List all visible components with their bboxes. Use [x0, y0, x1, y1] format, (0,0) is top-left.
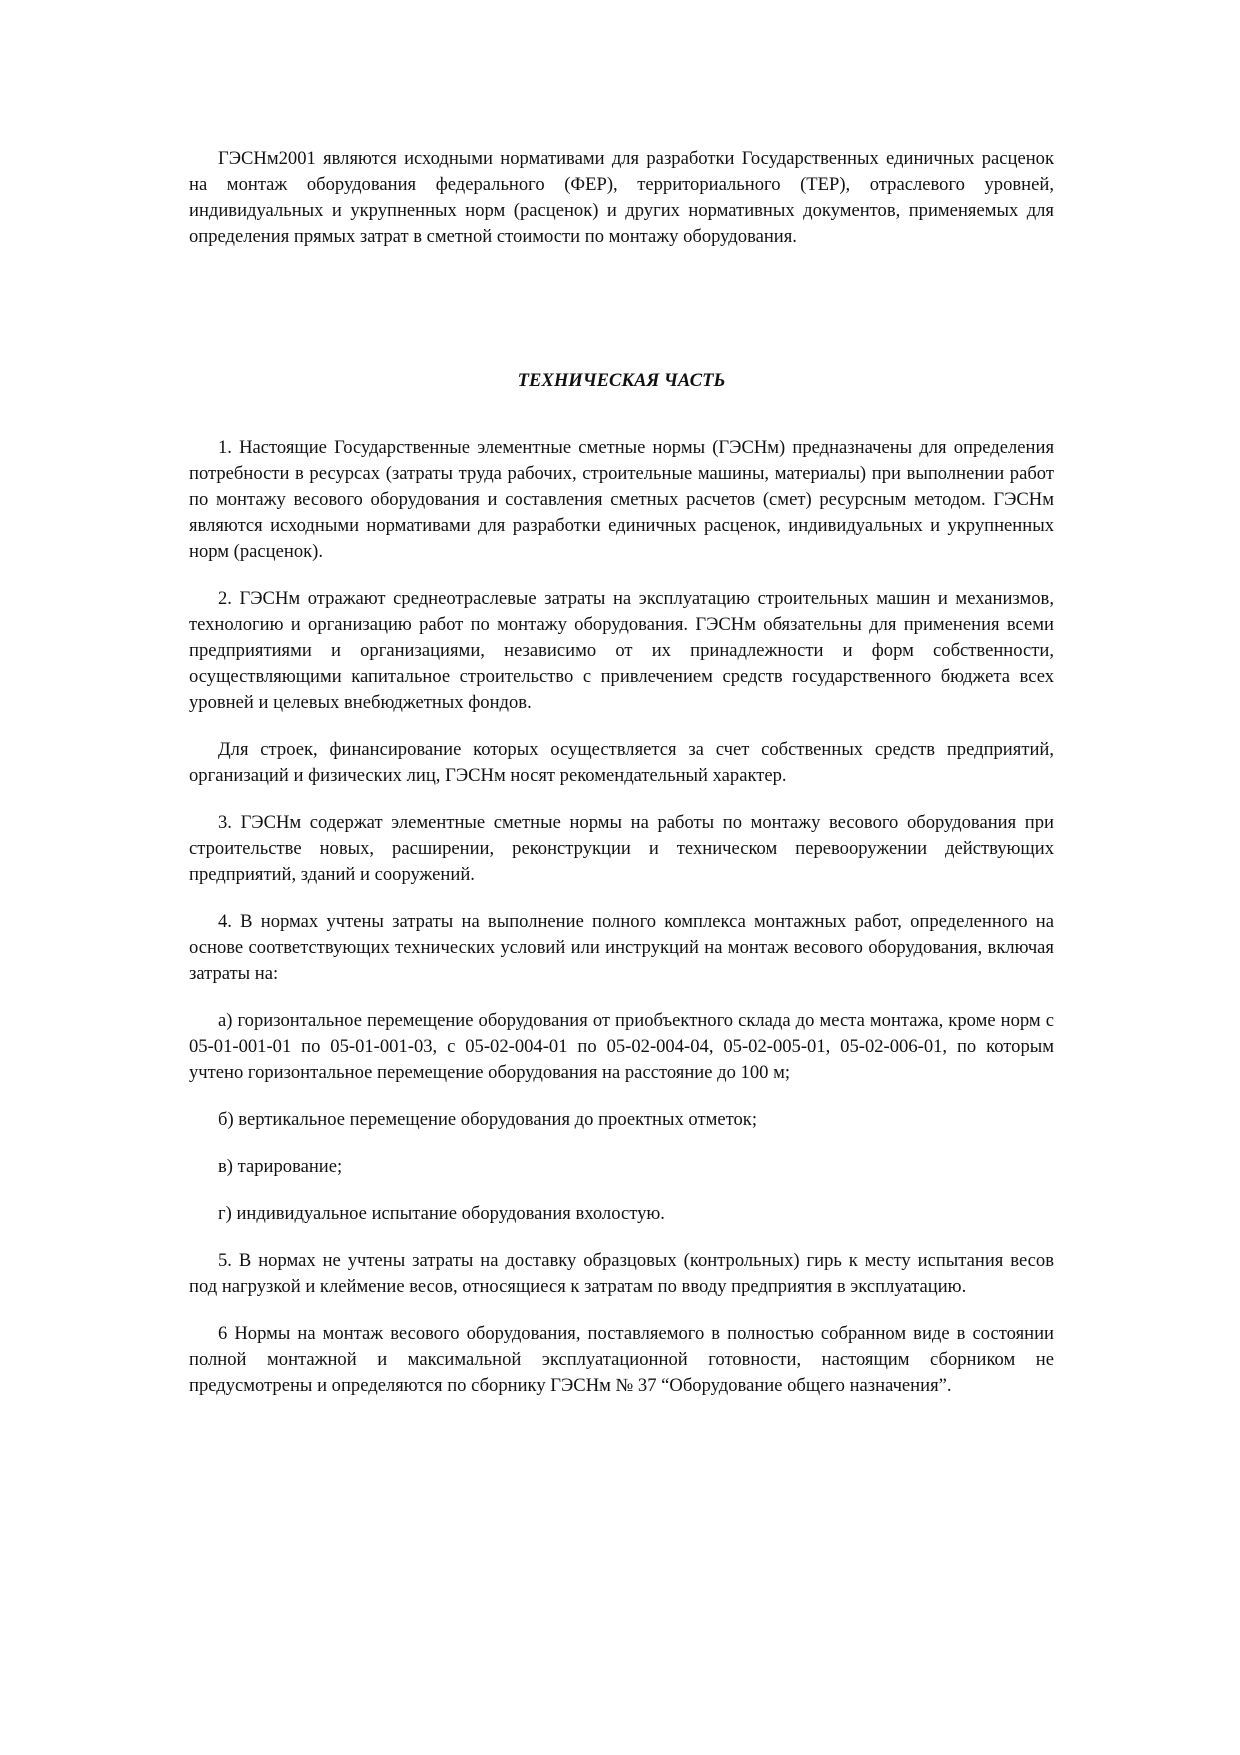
- paragraph-4-item-b: б) вертикальное перемещение оборудования до проектных отметок;: [218, 1109, 757, 1130]
- document-body: [189, 146, 1054, 1420]
- paragraph-2-note: Для строек, финансирование которых осуществляется за счет собственных средств предприятий, организаций и физических лиц, ГЭСНм носят рекомендательный характер.: [189, 739, 1054, 786]
- paragraph-4-item-g: г) индивидуальное испытание оборудования вхолостую.: [218, 1203, 665, 1224]
- paragraph-4-item-v: в) тарирование;: [218, 1156, 343, 1177]
- paragraph-1: 1. Настоящие Государственные элементные сметные нормы (ГЭСНм) предназначены для определения потребности в ресурсах (затраты труда рабочих, строительные машины, материалы) при выполнении работ по монтажу весового оборудования и составления сметных расчетов (смет) ресурсным методом. ГЭСНм являются исходными нормативами для разработки единичных расценок, индивидуальных и укрупненных норм (расценок).: [189, 437, 1054, 562]
- paragraph-4: 4. В нормах учтены затраты на выполнение полного комплекса монтажных работ, определенного на основе соответствующих технических условий или инструкций на монтаж весового оборудования, включая затраты на:: [189, 911, 1054, 984]
- paragraph-2: 2. ГЭСНм отражают среднеотраслевые затраты на эксплуатацию строительных машин и механизмов, технологию и организацию работ по монтажу оборудования. ГЭСНм обязательны для применения всеми предприятиями и организациями, независимо от их принадлежности и форм собственности, осуществляющими капитальное строительство с привлечением средств государственного бюджета всех уровней и целевых внебюджетных фондов.: [189, 588, 1054, 713]
- paragraph-6: 6 Нормы на монтаж весового оборудования, поставляемого в полностью собранном виде в состоянии полной монтажной и максимальной эксплуатационной готовности, настоящим сборником не предусмотрены и определяются по сборнику ГЭСНм № 37 “Оборудование общего назначения”.: [189, 1323, 1054, 1396]
- intro-paragraph: ГЭСНм2001 являются исходными нормативами для разработки Государственных единичных расценок на монтаж оборудования федерального (ФЕР), территориального (ТЕР), отраслевого уровней, индивидуальных и укрупненных норм (расценок) и других нормативных документов, применяемых для определения прямых затрат в сметной стоимости по монтажу оборудования.: [189, 148, 1054, 247]
- paragraph-4-item-a: а) горизонтальное перемещение оборудования от приобъектного склада до места монтажа, кроме норм с 05-01-001-01 по 05-01-001-03, с 05-02-004-01 по 05-02-004-04, 05-02-005-01, 05-02-006-01, по которым учтено горизонтальное перемещение оборудования на расстояние до 100 м;: [189, 1010, 1054, 1083]
- section-heading: ТЕХНИЧЕСКАЯ ЧАСТЬ: [517, 370, 726, 391]
- paragraph-3: 3. ГЭСНм содержат элементные сметные нормы на работы по монтажу весового оборудования при строительстве новых, расширении, реконструкции и техническом перевооружении действующих предприятий, зданий и сооружений.: [189, 812, 1054, 885]
- paragraph-5: 5. В нормах не учтены затраты на доставку образцовых (контрольных) гирь к месту испытания весов под нагрузкой и клеймение весов, относящиеся к затратам по вводу предприятия в эксплуатацию.: [189, 1250, 1054, 1297]
